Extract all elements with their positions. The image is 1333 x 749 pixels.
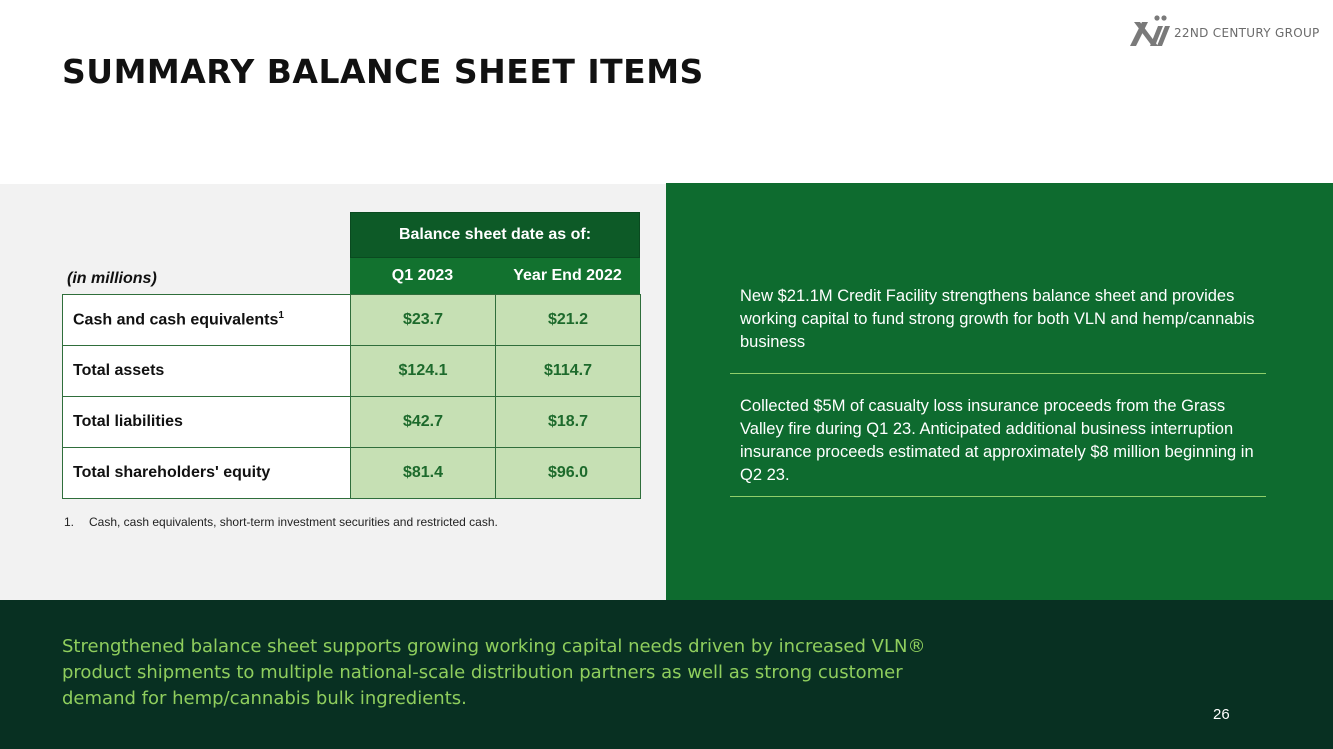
unit-label: (in millions) (67, 270, 157, 287)
row-label: Total liabilities (63, 397, 351, 448)
page-title: SUMMARY BALANCE SHEET ITEMS (62, 52, 704, 91)
cell-year-end-2022: $96.0 (496, 448, 641, 499)
row-label: Total assets (63, 346, 351, 397)
footnote-marker: 1 (278, 310, 284, 322)
highlight-item: New $21.1M Credit Facility strengthens balance sheet and provides working capital to fund strong growth for both VLN and hemp/cannabis business (740, 287, 1255, 351)
column-header-year-end-2022: Year End 2022 (495, 258, 640, 294)
row-label: Cash and cash equivalents$^1$ (63, 295, 351, 346)
balance-sheet-table (62, 294, 641, 499)
logo-mark-icon (1128, 14, 1172, 48)
cell-q1-2023: $124.1 (351, 346, 496, 397)
cell-year-end-2022: $114.7 (496, 346, 641, 397)
table-row (63, 295, 641, 346)
cell-q1-2023: $42.7 (351, 397, 496, 448)
highlights-panel (666, 183, 1333, 600)
cell-year-end-2022: $18.7 (496, 397, 641, 448)
column-header-q1-2023: Q1 2023 (350, 258, 495, 294)
divider (730, 373, 1266, 374)
cell-q1-2023: $23.7 (351, 295, 496, 346)
footnote-text: Cash, cash equivalents, short-term investment securities and restricted cash. (89, 515, 498, 529)
cell-year-end-2022: $21.2 (496, 295, 641, 346)
table-row (63, 448, 641, 499)
company-logo (1128, 14, 1318, 48)
row-label: Total shareholders' equity (63, 448, 351, 499)
logo-text: 22ND CENTURY GROUP (1174, 26, 1320, 40)
divider (730, 496, 1266, 497)
cell-q1-2023: $81.4 (351, 448, 496, 499)
table-row (63, 346, 641, 397)
page-number: 26 (1213, 706, 1230, 723)
table-group-header: Balance sheet date as of: (350, 212, 640, 258)
table-row (63, 397, 641, 448)
footnote-number: 1. (64, 515, 75, 529)
summary-text: Strengthened balance sheet supports growing working capital needs driven by increased VLN® product shipments to multiple national-scale distribution partners as well as strong customer demand for hemp/cannabis bulk ingredients. (62, 636, 926, 709)
highlight-item: Collected $5M of casualty loss insurance proceeds from the Grass Valley fire during Q1 23. Anticipated additional business interruption insurance proceeds estimated at approximately $8 million beginning in Q2 23. (740, 397, 1254, 484)
footnote (64, 515, 498, 529)
